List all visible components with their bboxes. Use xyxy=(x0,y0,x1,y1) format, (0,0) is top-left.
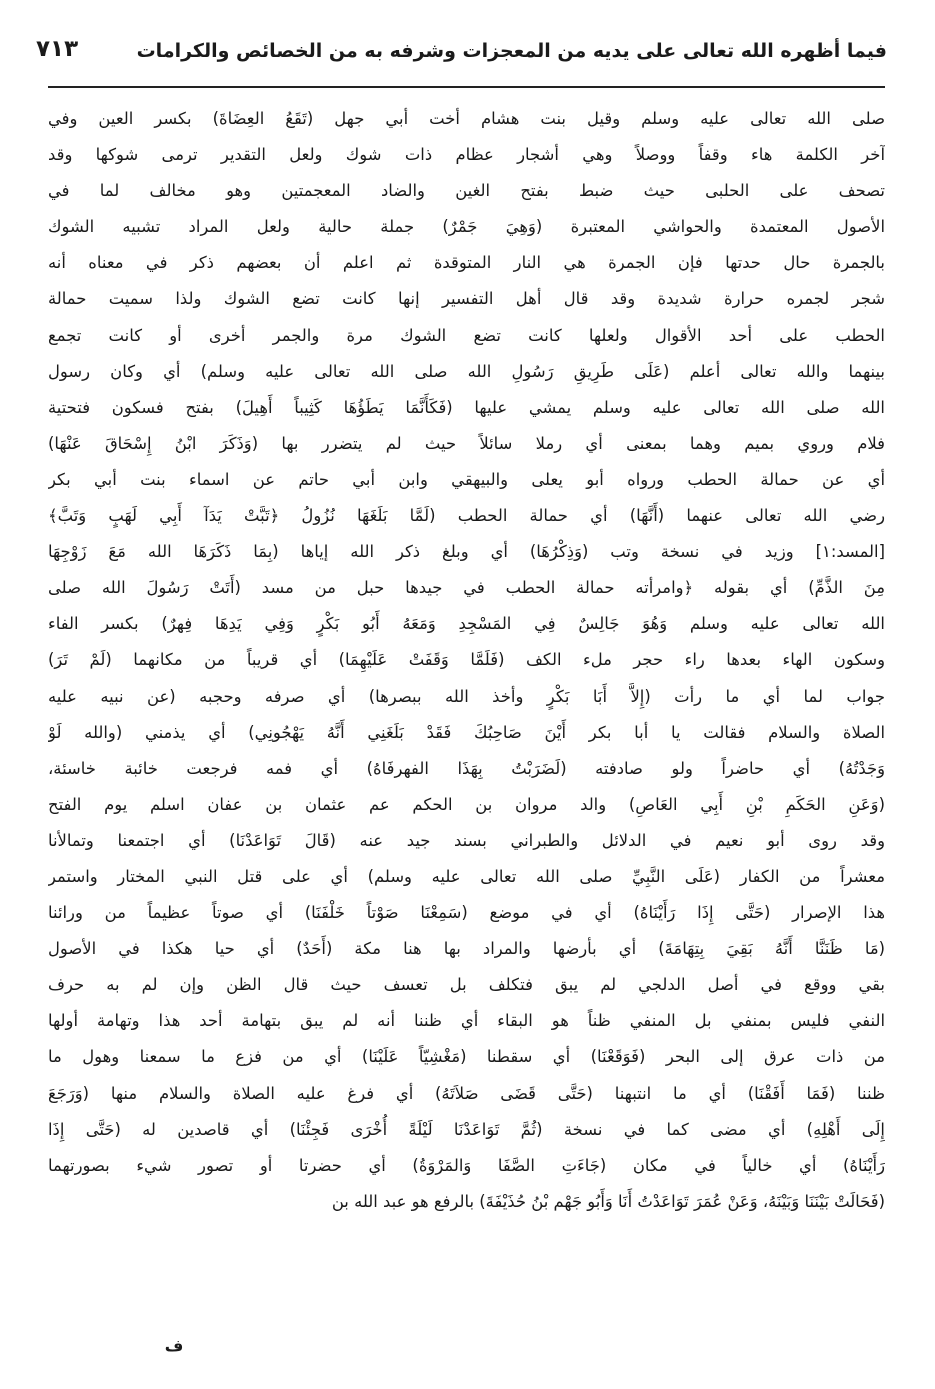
text-line: وَجَدْتُهُ) أي حاضراً ولو صادفته (لَضَرَبْتُ بِهَذَا الفهرفَاهُ) أي فمه فرجعت خائبة خاسئة، xyxy=(48,758,885,778)
text-line: صلى الله تعالى عليه وسلم وقيل بنت هشام أخت أبي جهل (تَقَعُ العِضَاةَ) بكسر العين وفي xyxy=(48,109,885,128)
text-line: الله صلى الله تعالى عليه وسلم يمشي عليها (فَكَأَنَّمَا يَطَؤُهَا كَثِيباً أَهِيلَ) بفتح فسكون فتحتية xyxy=(48,397,885,417)
text-line: وسكون الهاء بعدها راء حجر ملء الكف (فَلَمَّا وَقَفَتْ عَلَيْهِمَا) أي قريباً من مكانهما (لَمْ تَرَ) xyxy=(48,650,885,670)
text-line: مِنَ الذَّمِّ) أي بقوله ﴿وامرأته حمالة الحطب في جيدها حبل من مسد (أَتَتْ رَسُولَ الله صلى xyxy=(48,578,885,598)
text-line: (وَعَنِ الحَكَمِ بْنِ أَبِي العَاصِ) والد مروان بن الحكم عم عثمان بن عفان اسلم يوم الفتح xyxy=(48,794,885,814)
text-line: بالجمرة حال حدتها فإن الجمرة هي النار المتوقدة ثم اعلم أن بعضهم ذكر في معناه أنه xyxy=(48,253,885,273)
text-line: معشراً من الكفار (عَلَى النَّبِيِّ صلى الله تعالى عليه وسلم) أي على قتل النبي المختار واستمر xyxy=(48,866,885,886)
text-line: [المسد:١] وزيد في نسخة وتب (وَذِكْرُهَا) أي وبلغ ذكر الله إياها (بِمَا ذَكَرَهَا الله مَعَ زَوْجِهَا xyxy=(48,542,885,562)
text-line: إِلَى أَهْلِهِ) أي مضى كما في نسخة (ثُمَّ تَوَاعَدْنَا لَيْلَةً أُخْرَى فَجِئْنَا) أي قاصدين له (حَتَّى إِذَا xyxy=(48,1119,885,1139)
text-line: النفي فليس بمنفي بل المنفي ظناً هو البقاء أي ظننا أنه لم يبق بتهامة أحد هذا وتهامة أولها xyxy=(48,1011,885,1031)
text-line: الأصول المعتمدة والحواشي المعتبرة (وَهِيَ جَمْرٌ) جملة حالية ولعل المراد تشبيه الشوك xyxy=(48,217,885,237)
text-line: وقد روى أبو نعيم في الدلائل والطبراني بسند جيد عنه (قَالَ تَوَاعَدْنَا) أي اجتمعنا وتمالأنا xyxy=(48,830,885,850)
text-line: بينهما والله تعالى أعلم (عَلَى طَرِيقِ رَسُولِ الله صلى الله تعالى عليه وسلم) أي وكان رسول xyxy=(48,361,885,381)
text-line: رَأَيْنَاهُ) أي خالياً في مكان (جَاءَتِ الصَّفَا وَالمَرْوَةُ) أي حضرتا أو تصور شيء بصورتهما xyxy=(48,1155,885,1175)
text-line: جواب لما أي ما رأت (إِلاَّ أَبَا بَكْرٍ وأخذ الله ببصرها) أي صرفه وحجبه (عن نبيه عليه xyxy=(48,686,885,706)
text-line: (فَحَالَتْ بَيْنَنَا وَبَيْنَهُ، وَعَنْ عُمَرَ تَوَاعَدْتُ أَنَا وَأَبُو جَهْم بْنُ حُذَيْفَةَ) بالرفع هو عبد الله بن xyxy=(331,1191,885,1211)
text-line: الصلاة والسلام فقالت يا أبا بكر أَيْنَ صَاحِبُكَ فَقَدْ بَلَغَنِي أَنَّهُ يَهْجُونِي) أي يذمني (والله لَوْ xyxy=(48,722,885,742)
text-line: بقي ووقع في أصل الدلجي لم يبق فتكلف بل تعسف حيث قال الظن وإن لم به حرف xyxy=(48,975,885,995)
text-line: تصحف على الحلبى حيث ضبط بفتح الغين والضاد المعجمتين وهو مخالف لما في xyxy=(48,181,885,201)
text-line: آخر الكلمة هاء وقفاً ووصلاً وهي أشجار عظام ذات شوك ولعل التقدير ترمى شوكها وقد xyxy=(48,145,885,165)
text-line: ظننا (فَمَا أَفَقْنَا) أي ما انتبهنا (حَتَّى قَضَى صَلاَتَهُ) أي فرغ عليه الصلاة والسلام منها (وَرَجَعَ xyxy=(48,1083,885,1103)
text-line: الله تعالى عليه وسلم وَهُوَ جَالِسٌ فِي المَسْجِدِ وَمَعَهُ أَبُو بَكْرٍ وَفِي يَدِهَا فِهرٌ) بكسر الفاء xyxy=(48,614,885,634)
header-rule xyxy=(48,86,885,88)
text-line: فلام وروي بميم وهما بمعنى أي رملا سائلاً حيث لم يتضرر بها (وَذَكَرَ ابْنُ إِسْحَاقَ عَنْهَا) xyxy=(48,433,885,453)
text-line: الحطب على أحد الأقوال ولعلها كانت تضع الشوك مرة والجمر أخرى أو كانت تجمع xyxy=(48,325,885,345)
body-text xyxy=(48,101,885,1220)
text-line: (مَا ظَنَنَّا أَنَّهُ بَقِيَ بِتِهَامَةَ) أي بأرضها والمراد بها هنا مكة (أَحَدٌ) أي حيا هكذا في الأصول xyxy=(48,939,885,959)
text-line: أي عن حمالة الحطب ورواه أبو يعلى والبيهقي وابن أبي حاتم عن اسماء بنت أبي بكر xyxy=(48,469,885,489)
page-number: ٧١٣ xyxy=(36,36,79,62)
text-line: شجر لجمره حرارة شديدة وقد قال أهل التفسير إنها كانت تضع الشوك ولذا سميت حمالة xyxy=(48,289,885,309)
text-line: رضي الله تعالى عنهما (أَنَّهَا) أي حمالة الحطب (لَمَّا بَلَغَهَا نُزُولُ ﴿تَبَّتْ يَدَآ أَبِي لَهَبٍ وَتَبَّ﴾ xyxy=(48,506,885,526)
running-head: فيما أظهره الله تعالى على يديه من المعجزات وشرفه به من الخصائص والكرامات xyxy=(136,40,887,62)
text-line: من ذات عرق إلى البحر (فَوَقَعْنَا) أي سقطنا (مَغْشِيّاً عَلَيْنَا) أي من فزع ما سمعنا وهول ما xyxy=(48,1047,885,1067)
text-line: هذا الإصرار (حَتَّى إِذَا رَأَيْنَاهُ) أي في موضع (سَمِعْنَا صَوْتاً خَلْفَنَا) أي صوتاً عظيماً من ورائنا xyxy=(48,903,885,923)
footer-mark: ف xyxy=(164,1336,184,1355)
page-header xyxy=(36,34,887,78)
